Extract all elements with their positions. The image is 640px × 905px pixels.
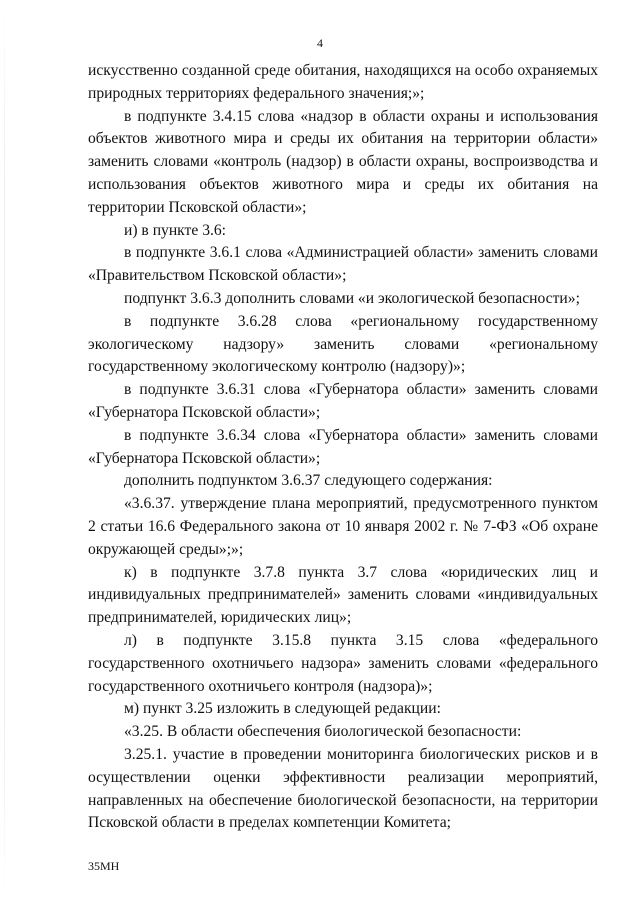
paragraph: 3.25.1. участие в проведении мониторинга биологических рисков и в осуществлении оценки эффективности реализации мероприятий, направленных на обеспечение биологической безопасности, на территории Псковской области в пределах компетенции Комитета; — [88, 745, 598, 832]
scan-edge — [4, 0, 5, 905]
paragraph: к) в подпункте 3.7.8 пункта 3.7 слова «юридических лиц и индивидуальных предпринимателей» заменить словами «индивидуальных предпринимателей, юридических лиц»; — [88, 563, 598, 627]
paragraph: в подпункте 3.6.34 слова «Губернатора области» заменить словами «Губернатора Псковской области»; — [88, 426, 598, 467]
document-code: 35МН — [88, 859, 120, 873]
paragraph: в подпункте 3.6.28 слова «региональному государственному экологическому надзору» заменить словами «региональному государственному экологическому контролю (надзору)»; — [88, 312, 598, 376]
document-body — [88, 60, 598, 835]
page-number: 4 — [317, 36, 323, 50]
paragraph: м) пункт 3.25 изложить в следующей редакции: — [124, 700, 441, 718]
paragraph: «3.25. В области обеспечения биологической безопасности: — [124, 723, 522, 741]
paragraph: «3.6.37. утверждение плана мероприятий, предусмотренного пунктом 2 статьи 16.6 Федерального закона от 10 января 2002 г. № 7-ФЗ «Об охране окружающей среды»;»; — [88, 495, 598, 558]
paragraph: л) в подпункте 3.15.8 пункта 3.15 слова «федерального государственного охотничьего надзора» заменить словами «федерального государственного охотничьего контроля (надзора)»; — [88, 631, 598, 695]
paragraph: в подпункте 3.6.31 слова «Губернатора области» заменить словами «Губернатора Псковской области»; — [88, 381, 598, 421]
paragraph: в подпункте 3.4.15 слова «надзор в области охраны и использования объектов животного мира и среды их обитания на территории области» заменить словами «контроль (надзор) в области охраны, воспроизводства и использования объектов животного мира и среды их обитания на территории Псковской области»; — [88, 107, 598, 216]
paragraph: в подпункте 3.6.1 слова «Администрацией области» заменить словами «Правительством Псковской области»; — [88, 244, 598, 285]
paragraph: дополнить подпунктом 3.6.37 следующего содержания: — [124, 472, 493, 490]
paragraph: подпункт 3.6.3 дополнить словами «и экологической безопасности»; — [124, 289, 580, 307]
paragraph: искусственно созданной среде обитания, находящихся на особо охраняемых природных территориях федерального значения;»; — [88, 62, 598, 102]
paragraph: и) в пункте 3.6: — [124, 221, 227, 239]
